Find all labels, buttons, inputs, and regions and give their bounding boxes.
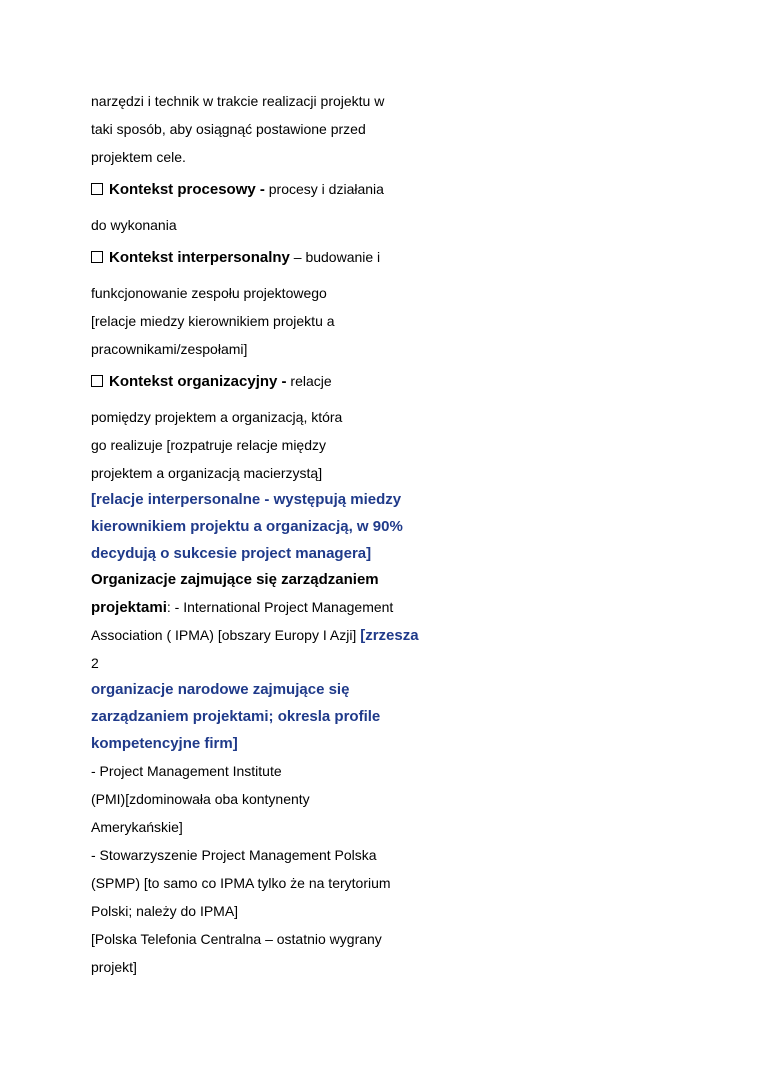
bullet-item-organizational xyxy=(91,372,332,391)
bullet-heading: Kontekst organizacyjny - xyxy=(109,373,287,390)
text-line: narzędzi i technik w trakcie realizacji projektu w xyxy=(91,93,385,109)
text-line: funkcjonowanie zespołu projektowego xyxy=(91,285,327,301)
text-line: (PMI)[zdominowała oba kontynenty xyxy=(91,791,310,807)
checkbox-square-icon xyxy=(91,375,103,387)
highlight-line: kompetencyjne firm] xyxy=(91,735,238,752)
text-line: projektem a organizacją macierzystą] xyxy=(91,465,323,481)
highlight-inline: [zrzesza xyxy=(360,627,419,644)
text-line: projektem cele. xyxy=(91,149,186,165)
page-number: 2 xyxy=(91,655,99,671)
checkbox-square-icon xyxy=(91,183,103,195)
highlight-line: zarządzaniem projektami; okresla profile xyxy=(91,708,381,725)
text-line: go realizuje [rozpatruje relacje między xyxy=(91,437,326,453)
bullet-item-interpersonal xyxy=(91,248,380,267)
checkbox-square-icon xyxy=(91,251,103,263)
text-line: pomiędzy projektem a organizacją, która xyxy=(91,409,343,425)
bullet-text: procesy i działania xyxy=(264,181,384,197)
bullet-text: – budowanie i xyxy=(289,249,381,265)
bullet-text: relacje xyxy=(286,373,332,389)
section-heading-cont: projektami xyxy=(91,599,167,616)
text-line: Amerykańskie] xyxy=(91,819,183,835)
section-heading: Organizacje zajmujące się zarządzaniem xyxy=(91,571,379,588)
text-line xyxy=(91,626,419,645)
highlight-line: [relacje interpersonalne - występują miedzy xyxy=(91,491,402,508)
text-line: pracownikami/zespołami] xyxy=(91,341,248,357)
highlight-line: organizacje narodowe zajmujące się xyxy=(91,681,350,698)
text-line: projekt] xyxy=(91,959,137,975)
highlight-line: kierownikiem projektu a organizacją, w 90% xyxy=(91,518,403,535)
text-line: (SPMP) [to samo co IPMA tylko że na terytorium xyxy=(91,875,391,891)
bullet-item-process xyxy=(91,180,384,199)
org-ipma-desc: Association ( IPMA) [obszary Europy I Azji] xyxy=(91,627,361,643)
bullet-heading: Kontekst procesowy - xyxy=(109,181,265,198)
text-line: - Stowarzyszenie Project Management Polska xyxy=(91,847,377,863)
text-line: - Project Management Institute xyxy=(91,763,282,779)
text-line: Polski; należy do IPMA] xyxy=(91,903,239,919)
text-line: [relacje miedzy kierownikiem projektu a xyxy=(91,313,335,329)
colon: : xyxy=(166,599,175,615)
text-line: do wykonania xyxy=(91,217,177,233)
text-line: taki sposób, aby osiągnąć postawione przed xyxy=(91,121,366,137)
text-line: [Polska Telefonia Centralna – ostatnio wygrany xyxy=(91,931,382,947)
bullet-heading: Kontekst interpersonalny xyxy=(109,249,290,266)
org-ipma: - International Project Management xyxy=(174,599,394,615)
text-line xyxy=(91,598,393,617)
highlight-line: decydują o sukcesie project managera] xyxy=(91,545,372,562)
